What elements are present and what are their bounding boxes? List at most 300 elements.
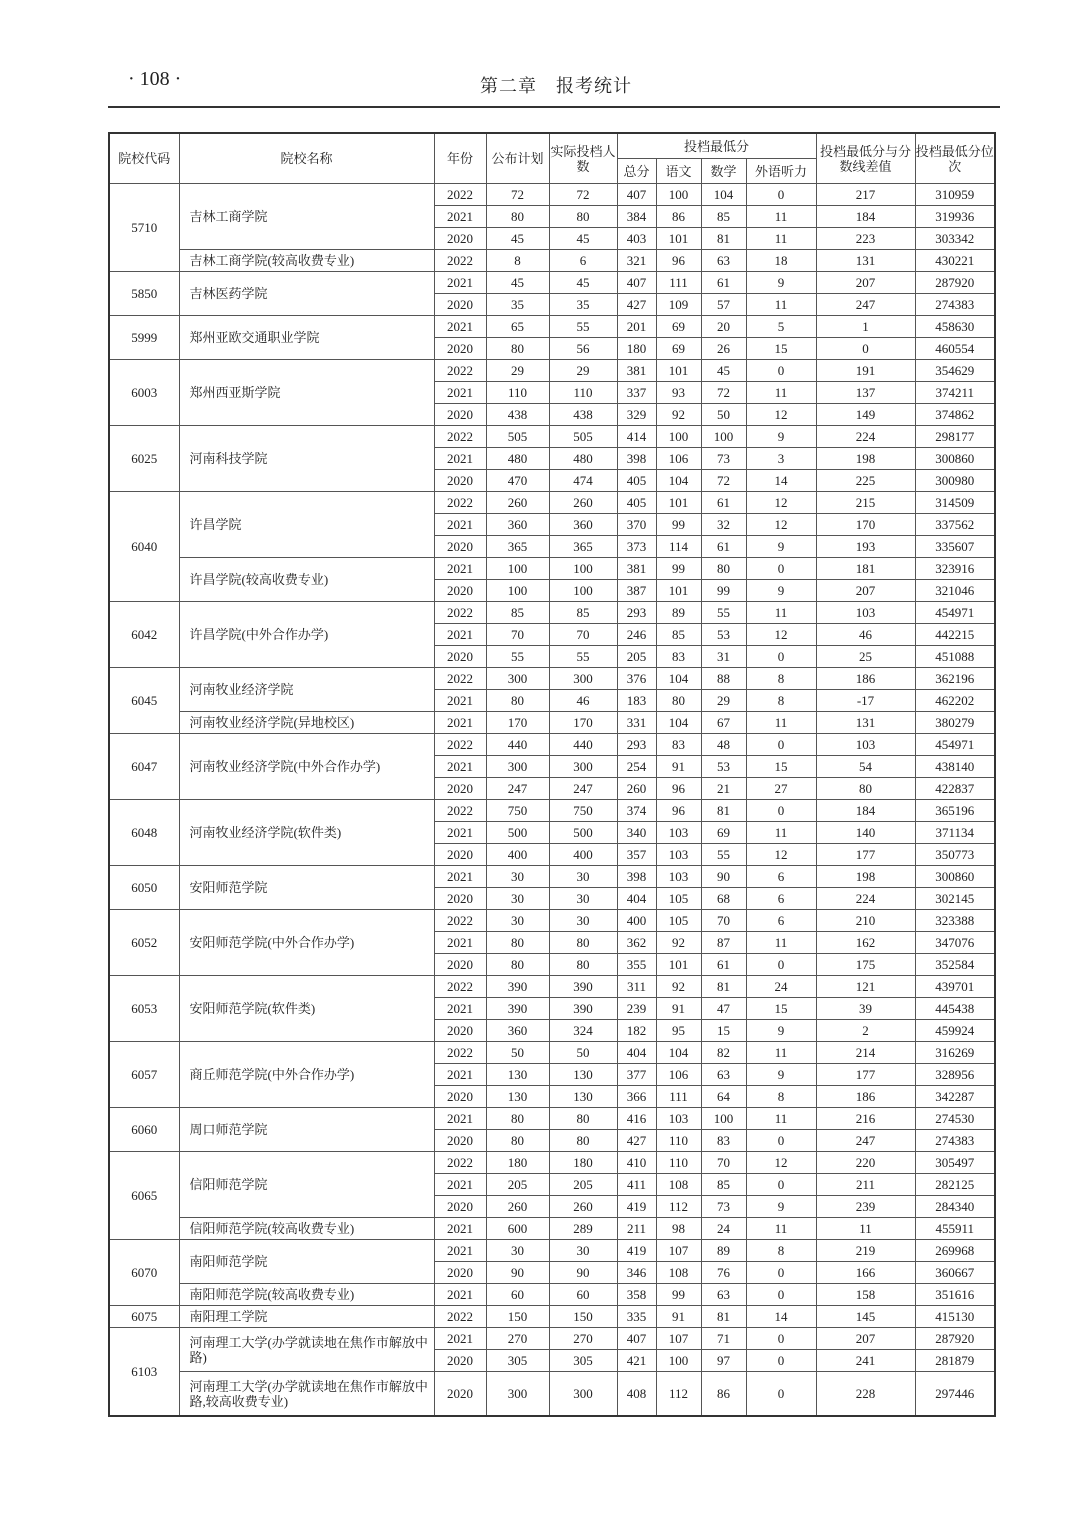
cell-rank: 462202	[915, 690, 995, 712]
cell-year: 2022	[434, 602, 486, 624]
cell-rank: 300860	[915, 866, 995, 888]
cell-plan: 300	[486, 1372, 549, 1417]
cell-listening: 0	[746, 558, 816, 580]
cell-total: 331	[617, 712, 656, 734]
cell-total: 381	[617, 558, 656, 580]
cell-listening: 11	[746, 1218, 816, 1240]
cell-listening: 0	[746, 1328, 816, 1350]
cell-chinese: 103	[656, 844, 701, 866]
cell-year: 2020	[434, 404, 486, 426]
cell-listening: 0	[746, 360, 816, 382]
cell-chinese: 103	[656, 1108, 701, 1130]
cell-year: 2020	[434, 1086, 486, 1108]
cell-chinese: 83	[656, 734, 701, 756]
cell-year: 2020	[434, 1372, 486, 1417]
cell-total: 407	[617, 1328, 656, 1350]
cell-rank: 352584	[915, 954, 995, 976]
cell-total: 260	[617, 778, 656, 800]
cell-year: 2021	[434, 1328, 486, 1350]
cell-chinese: 112	[656, 1372, 701, 1417]
header-name: 院校名称	[179, 133, 434, 184]
cell-rank: 297446	[915, 1372, 995, 1417]
cell-rank: 360667	[915, 1262, 995, 1284]
cell-year: 2020	[434, 778, 486, 800]
table-row	[109, 360, 995, 382]
cell-listening: 9	[746, 426, 816, 448]
cell-chinese: 103	[656, 866, 701, 888]
cell-diff: 198	[816, 866, 915, 888]
cell-rank: 350773	[915, 844, 995, 866]
cell-diff: 170	[816, 514, 915, 536]
table-row	[109, 1372, 995, 1417]
cell-plan: 80	[486, 338, 549, 360]
cell-chinese: 107	[656, 1328, 701, 1350]
cell-total: 407	[617, 272, 656, 294]
cell-math: 89	[701, 1240, 746, 1262]
cell-diff: 54	[816, 756, 915, 778]
table-row	[109, 800, 995, 822]
cell-diff: 207	[816, 1328, 915, 1350]
cell-listening: 0	[746, 1174, 816, 1196]
cell-diff: -17	[816, 690, 915, 712]
cell-listening: 9	[746, 536, 816, 558]
cell-math: 61	[701, 536, 746, 558]
cell-rank: 415130	[915, 1306, 995, 1328]
school-name: 河南牧业经济学院	[179, 668, 434, 712]
cell-actual: 247	[549, 778, 617, 800]
cell-plan: 8	[486, 250, 549, 272]
school-code: 6050	[109, 866, 179, 910]
cell-chinese: 69	[656, 338, 701, 360]
cell-year: 2022	[434, 250, 486, 272]
cell-listening: 12	[746, 624, 816, 646]
cell-plan: 110	[486, 382, 549, 404]
cell-chinese: 110	[656, 1130, 701, 1152]
header-diff: 投档最低分与分数线差值	[816, 133, 915, 184]
cell-actual: 70	[549, 624, 617, 646]
cell-math: 85	[701, 206, 746, 228]
cell-listening: 14	[746, 1306, 816, 1328]
cell-math: 87	[701, 932, 746, 954]
school-name: 吉林工商学院	[179, 184, 434, 250]
cell-total: 340	[617, 822, 656, 844]
cell-math: 15	[701, 1020, 746, 1042]
cell-math: 99	[701, 580, 746, 602]
cell-total: 373	[617, 536, 656, 558]
cell-rank: 281879	[915, 1350, 995, 1372]
cell-listening: 15	[746, 998, 816, 1020]
cell-rank: 371134	[915, 822, 995, 844]
cell-rank: 438140	[915, 756, 995, 778]
cell-chinese: 99	[656, 558, 701, 580]
cell-plan: 45	[486, 272, 549, 294]
cell-actual: 45	[549, 272, 617, 294]
cell-math: 104	[701, 184, 746, 206]
cell-diff: 224	[816, 888, 915, 910]
school-name: 周口师范学院	[179, 1108, 434, 1152]
cell-year: 2021	[434, 1284, 486, 1306]
cell-year: 2020	[434, 1130, 486, 1152]
cell-year: 2021	[434, 1064, 486, 1086]
chapter-title: 第二章 报考统计	[480, 76, 632, 97]
cell-listening: 11	[746, 294, 816, 316]
cell-actual: 30	[549, 910, 617, 932]
cell-total: 384	[617, 206, 656, 228]
cell-plan: 300	[486, 668, 549, 690]
cell-plan: 100	[486, 580, 549, 602]
school-name: 安阳师范学院	[179, 866, 434, 910]
cell-listening: 11	[746, 228, 816, 250]
cell-math: 71	[701, 1328, 746, 1350]
cell-math: 82	[701, 1042, 746, 1064]
page-number: · 108 ·	[128, 68, 182, 90]
cell-year: 2020	[434, 954, 486, 976]
cell-total: 405	[617, 470, 656, 492]
cell-math: 63	[701, 1064, 746, 1086]
cell-chinese: 111	[656, 272, 701, 294]
cell-math: 61	[701, 492, 746, 514]
cell-math: 81	[701, 800, 746, 822]
cell-diff: 219	[816, 1240, 915, 1262]
cell-total: 362	[617, 932, 656, 954]
cell-listening: 9	[746, 1064, 816, 1086]
cell-listening: 0	[746, 1262, 816, 1284]
cell-chinese: 95	[656, 1020, 701, 1042]
cell-plan: 30	[486, 866, 549, 888]
school-name: 南阳师范学院	[179, 1240, 434, 1284]
cell-math: 68	[701, 888, 746, 910]
school-name: 吉林工商学院(较高收费专业)	[179, 250, 434, 272]
cell-actual: 400	[549, 844, 617, 866]
table-row	[109, 272, 995, 294]
cell-diff: 181	[816, 558, 915, 580]
cell-rank: 451088	[915, 646, 995, 668]
school-name: 河南理工大学(办学就读地在焦作市解放中路,较高收费专业)	[179, 1372, 434, 1417]
cell-actual: 80	[549, 1108, 617, 1130]
cell-math: 70	[701, 910, 746, 932]
cell-math: 55	[701, 844, 746, 866]
cell-chinese: 110	[656, 1152, 701, 1174]
cell-actual: 60	[549, 1284, 617, 1306]
cell-math: 86	[701, 1372, 746, 1417]
cell-diff: 46	[816, 624, 915, 646]
cell-rank: 459924	[915, 1020, 995, 1042]
cell-listening: 11	[746, 932, 816, 954]
cell-total: 346	[617, 1262, 656, 1284]
cell-math: 63	[701, 1284, 746, 1306]
cell-rank: 305497	[915, 1152, 995, 1174]
cell-actual: 150	[549, 1306, 617, 1328]
cell-math: 61	[701, 954, 746, 976]
cell-actual: 110	[549, 382, 617, 404]
cell-year: 2022	[434, 734, 486, 756]
school-name: 河南牧业经济学院(中外合作办学)	[179, 734, 434, 800]
cell-diff: 80	[816, 778, 915, 800]
school-code: 6025	[109, 426, 179, 492]
table-row	[109, 250, 995, 272]
cell-listening: 11	[746, 206, 816, 228]
cell-plan: 400	[486, 844, 549, 866]
cell-listening: 6	[746, 910, 816, 932]
cell-math: 26	[701, 338, 746, 360]
cell-listening: 6	[746, 866, 816, 888]
cell-year: 2020	[434, 844, 486, 866]
cell-actual: 35	[549, 294, 617, 316]
cell-diff: 216	[816, 1108, 915, 1130]
cell-total: 370	[617, 514, 656, 536]
cell-plan: 35	[486, 294, 549, 316]
cell-rank: 282125	[915, 1174, 995, 1196]
admission-statistics-table	[108, 132, 996, 1417]
cell-year: 2021	[434, 690, 486, 712]
cell-total: 335	[617, 1306, 656, 1328]
cell-actual: 80	[549, 1130, 617, 1152]
cell-chinese: 104	[656, 712, 701, 734]
cell-diff: 214	[816, 1042, 915, 1064]
cell-plan: 600	[486, 1218, 549, 1240]
cell-total: 404	[617, 1042, 656, 1064]
school-code: 5710	[109, 184, 179, 272]
cell-total: 355	[617, 954, 656, 976]
school-code: 6053	[109, 976, 179, 1042]
cell-year: 2020	[434, 338, 486, 360]
cell-rank: 445438	[915, 998, 995, 1020]
cell-diff: 224	[816, 426, 915, 448]
cell-chinese: 107	[656, 1240, 701, 1262]
cell-listening: 27	[746, 778, 816, 800]
cell-year: 2021	[434, 1108, 486, 1130]
cell-listening: 0	[746, 1284, 816, 1306]
cell-math: 64	[701, 1086, 746, 1108]
cell-chinese: 101	[656, 228, 701, 250]
cell-year: 2021	[434, 624, 486, 646]
cell-rank: 335607	[915, 536, 995, 558]
cell-plan: 205	[486, 1174, 549, 1196]
school-name: 郑州亚欧交通职业学院	[179, 316, 434, 360]
cell-actual: 85	[549, 602, 617, 624]
cell-year: 2021	[434, 558, 486, 580]
cell-plan: 80	[486, 932, 549, 954]
cell-diff: 131	[816, 250, 915, 272]
cell-math: 88	[701, 668, 746, 690]
table-row	[109, 866, 995, 888]
cell-math: 69	[701, 822, 746, 844]
cell-rank: 422837	[915, 778, 995, 800]
cell-year: 2021	[434, 448, 486, 470]
table-row	[109, 1152, 995, 1174]
school-name: 信阳师范学院	[179, 1152, 434, 1218]
cell-diff: 162	[816, 932, 915, 954]
cell-year: 2021	[434, 1218, 486, 1240]
cell-total: 293	[617, 602, 656, 624]
cell-total: 239	[617, 998, 656, 1020]
cell-plan: 80	[486, 690, 549, 712]
cell-diff: 166	[816, 1262, 915, 1284]
cell-diff: 184	[816, 206, 915, 228]
cell-rank: 458630	[915, 316, 995, 338]
cell-chinese: 105	[656, 888, 701, 910]
cell-math: 47	[701, 998, 746, 1020]
table-row	[109, 426, 995, 448]
cell-listening: 9	[746, 1196, 816, 1218]
cell-rank: 323388	[915, 910, 995, 932]
table-row	[109, 1108, 995, 1130]
school-code: 6057	[109, 1042, 179, 1108]
cell-year: 2021	[434, 1240, 486, 1262]
cell-actual: 500	[549, 822, 617, 844]
cell-actual: 440	[549, 734, 617, 756]
cell-chinese: 92	[656, 404, 701, 426]
cell-diff: 103	[816, 602, 915, 624]
cell-rank: 287920	[915, 272, 995, 294]
cell-year: 2022	[434, 976, 486, 998]
cell-year: 2020	[434, 580, 486, 602]
cell-actual: 30	[549, 866, 617, 888]
cell-total: 400	[617, 910, 656, 932]
cell-year: 2020	[434, 888, 486, 910]
cell-chinese: 103	[656, 822, 701, 844]
cell-math: 53	[701, 624, 746, 646]
cell-total: 427	[617, 1130, 656, 1152]
cell-diff: 225	[816, 470, 915, 492]
cell-listening: 18	[746, 250, 816, 272]
cell-actual: 270	[549, 1328, 617, 1350]
school-name: 许昌学院(较高收费专业)	[179, 558, 434, 602]
school-name: 许昌学院(中外合作办学)	[179, 602, 434, 668]
cell-year: 2022	[434, 800, 486, 822]
cell-chinese: 100	[656, 426, 701, 448]
cell-plan: 45	[486, 228, 549, 250]
header-plan: 公布计划	[486, 133, 549, 184]
cell-total: 419	[617, 1196, 656, 1218]
cell-total: 414	[617, 426, 656, 448]
cell-chinese: 99	[656, 1284, 701, 1306]
cell-year: 2021	[434, 998, 486, 1020]
cell-chinese: 108	[656, 1174, 701, 1196]
cell-actual: 45	[549, 228, 617, 250]
table-row	[109, 910, 995, 932]
cell-listening: 5	[746, 316, 816, 338]
table-row	[109, 1306, 995, 1328]
cell-diff: 25	[816, 646, 915, 668]
cell-listening: 14	[746, 470, 816, 492]
cell-actual: 72	[549, 184, 617, 206]
cell-listening: 12	[746, 844, 816, 866]
cell-total: 337	[617, 382, 656, 404]
cell-actual: 46	[549, 690, 617, 712]
cell-math: 61	[701, 272, 746, 294]
cell-chinese: 92	[656, 976, 701, 998]
cell-plan: 70	[486, 624, 549, 646]
cell-plan: 470	[486, 470, 549, 492]
cell-diff: 177	[816, 1064, 915, 1086]
cell-math: 24	[701, 1218, 746, 1240]
table-row	[109, 976, 995, 998]
cell-diff: 207	[816, 580, 915, 602]
school-code: 6060	[109, 1108, 179, 1152]
cell-actual: 300	[549, 668, 617, 690]
cell-diff: 186	[816, 1086, 915, 1108]
header-total: 总分	[617, 159, 656, 184]
cell-chinese: 111	[656, 1086, 701, 1108]
cell-actual: 390	[549, 976, 617, 998]
school-name: 郑州西亚斯学院	[179, 360, 434, 426]
cell-chinese: 105	[656, 910, 701, 932]
cell-actual: 56	[549, 338, 617, 360]
cell-actual: 50	[549, 1042, 617, 1064]
cell-listening: 11	[746, 712, 816, 734]
cell-total: 408	[617, 1372, 656, 1417]
cell-actual: 474	[549, 470, 617, 492]
table-row	[109, 668, 995, 690]
cell-listening: 12	[746, 1152, 816, 1174]
cell-total: 403	[617, 228, 656, 250]
cell-plan: 170	[486, 712, 549, 734]
cell-diff: 241	[816, 1350, 915, 1372]
cell-total: 311	[617, 976, 656, 998]
table-row	[109, 1218, 995, 1240]
cell-year: 2022	[434, 1306, 486, 1328]
cell-year: 2021	[434, 822, 486, 844]
cell-chinese: 100	[656, 1350, 701, 1372]
cell-rank: 274530	[915, 1108, 995, 1130]
cell-rank: 298177	[915, 426, 995, 448]
cell-plan: 30	[486, 910, 549, 932]
cell-rank: 303342	[915, 228, 995, 250]
cell-diff: 193	[816, 536, 915, 558]
cell-actual: 6	[549, 250, 617, 272]
cell-total: 376	[617, 668, 656, 690]
cell-listening: 0	[746, 1372, 816, 1417]
cell-listening: 8	[746, 1086, 816, 1108]
cell-year: 2021	[434, 316, 486, 338]
cell-actual: 30	[549, 1240, 617, 1262]
cell-math: 73	[701, 448, 746, 470]
school-code: 6065	[109, 1152, 179, 1240]
cell-year: 2021	[434, 206, 486, 228]
school-code: 6103	[109, 1328, 179, 1417]
cell-listening: 11	[746, 822, 816, 844]
cell-year: 2022	[434, 426, 486, 448]
school-name: 河南科技学院	[179, 426, 434, 492]
school-name: 安阳师范学院(软件类)	[179, 976, 434, 1042]
cell-actual: 29	[549, 360, 617, 382]
cell-listening: 0	[746, 1130, 816, 1152]
cell-chinese: 109	[656, 294, 701, 316]
cell-chinese: 92	[656, 932, 701, 954]
cell-chinese: 91	[656, 756, 701, 778]
cell-chinese: 91	[656, 1306, 701, 1328]
cell-year: 2021	[434, 712, 486, 734]
cell-listening: 0	[746, 1350, 816, 1372]
cell-rank: 351616	[915, 1284, 995, 1306]
cell-total: 182	[617, 1020, 656, 1042]
cell-rank: 287920	[915, 1328, 995, 1350]
cell-actual: 80	[549, 932, 617, 954]
cell-rank: 454971	[915, 734, 995, 756]
cell-plan: 305	[486, 1350, 549, 1372]
cell-actual: 260	[549, 1196, 617, 1218]
header-listening: 外语听力	[746, 159, 816, 184]
cell-chinese: 89	[656, 602, 701, 624]
cell-actual: 100	[549, 580, 617, 602]
cell-math: 20	[701, 316, 746, 338]
cell-chinese: 86	[656, 206, 701, 228]
cell-year: 2022	[434, 1042, 486, 1064]
cell-diff: 223	[816, 228, 915, 250]
cell-diff: 247	[816, 294, 915, 316]
cell-chinese: 106	[656, 448, 701, 470]
